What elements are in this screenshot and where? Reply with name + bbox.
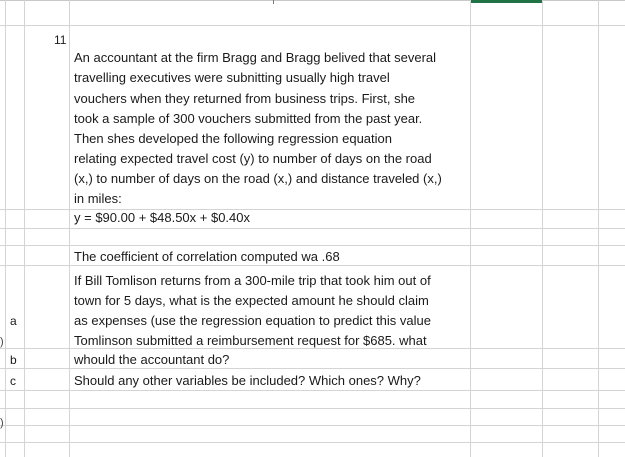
regression-equation-cell[interactable]: y = $90.00 + $48.50x + $0.40x [74, 210, 251, 225]
question-a-line[interactable]: If Bill Tomlison returns from a 300-mile trip that took him out of [74, 273, 431, 288]
row-gridline [0, 245, 625, 246]
question-c-cell[interactable]: Should any other variables be included? Which ones? Why? [74, 373, 421, 388]
question-a-line[interactable]: as expenses (use the regression equation to predict this value [74, 313, 431, 328]
left-edge-mark: ) [0, 417, 4, 429]
row-gridline [0, 408, 625, 409]
row-gridline [0, 25, 625, 26]
row-number-cell[interactable]: 11 [54, 33, 67, 47]
row-gridline [0, 425, 625, 426]
question-b-cell[interactable]: whould the accountant do? [74, 352, 230, 367]
paragraph-line[interactable]: An accountant at the firm Bragg and Bragg belived that several [74, 50, 437, 65]
column-tick [273, 0, 274, 4]
label-a-cell[interactable]: a [10, 314, 17, 328]
question-a-line[interactable]: town for 5 days, what is the expected amount he should claim [74, 293, 429, 308]
correlation-cell[interactable]: The coefficient of correlation computed wa .68 [74, 249, 340, 264]
paragraph-line[interactable]: travelling executives were subnitting usually high travel [74, 70, 390, 85]
label-c-cell[interactable]: c [10, 374, 16, 388]
label-b-cell[interactable]: b [10, 353, 17, 367]
paragraph-line[interactable]: vouchers when they returned from business trips. First, she [74, 91, 416, 106]
paragraph-line[interactable]: took a sample of 300 vouchers submitted from the past year. [74, 111, 423, 126]
row-gridline [0, 442, 625, 443]
paragraph-line[interactable]: (x,) to number of days on the road (x,) and distance traveled (x,) [74, 171, 442, 186]
selected-column-indicator [470, 0, 542, 3]
paragraph-line[interactable]: in miles: [74, 191, 122, 206]
left-edge-mark: ) [0, 336, 4, 348]
question-a-line[interactable]: Tomlinson submitted a reimbursement request for $685. what [74, 333, 427, 348]
paragraph-line[interactable]: Then shes developed the following regression equation [74, 131, 392, 146]
paragraph-line[interactable]: relating expected travel cost (y) to number of days on the road [74, 151, 432, 166]
row-gridline [0, 228, 625, 229]
